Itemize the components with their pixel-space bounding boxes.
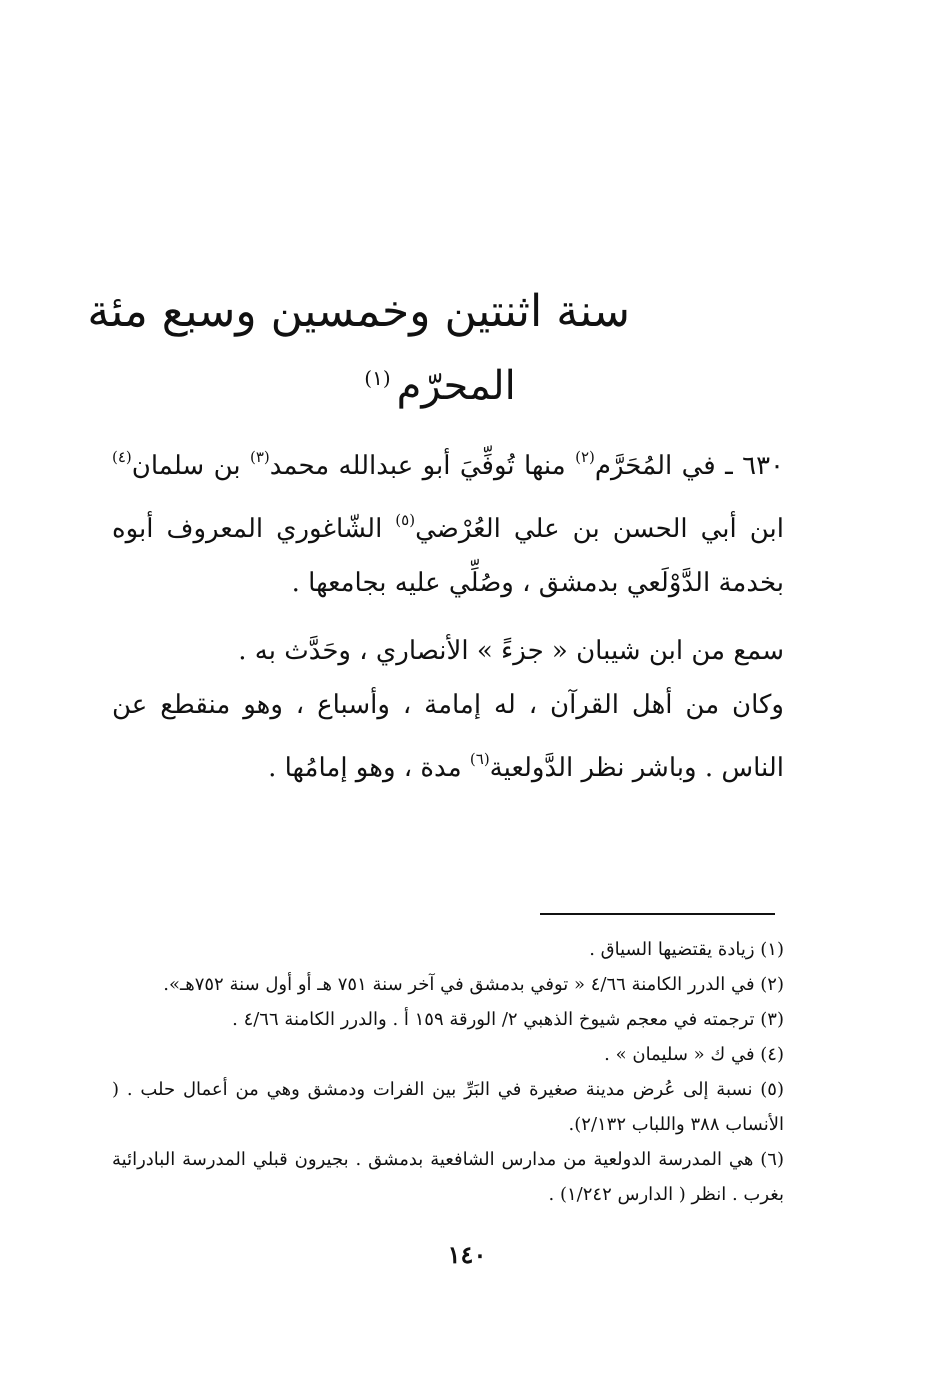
month-heading-text: المحرّم (396, 363, 516, 409)
entry-paragraph-1 (112, 430, 784, 610)
page-number: ١٤٠ (447, 1240, 487, 1269)
entry-text-1c: بن سلمان (131, 451, 250, 481)
footnote-4: (٤) في ك « سليمان » . (604, 1044, 784, 1065)
entry-paragraph-3 (112, 678, 784, 795)
footnote-1: (١) زيادة يقتضيها السياق . (589, 939, 784, 960)
footnote-3: (٣) ترجمته في معجم شيوخ الذهبي ٢/ الورقة ١٥٩ أ . والدرر الكامنة ٤/٦٦ . (232, 1009, 784, 1030)
entry-text-1: ٦٣٠ ـ في المُحَرَّم (594, 451, 785, 481)
entry-text-3a: وكان من أهل القرآن ، له إمامة ، وأسباع ، وهو منقطع عن الناس . وباشر نظر الدَّولعية (112, 690, 784, 783)
footnote-2: (٢) في الدرر الكامنة ٤/٦٦ « توفي بدمشق في آخر سنة ٧٥١ هـ أو أول سنة ٧٥٢هـ». (163, 974, 784, 995)
footnote-ref-2: (٢) (575, 448, 595, 466)
footnote-divider (540, 913, 775, 915)
footnote-6: (٦) هي المدرسة الدولعية من مدارس الشافعية بدمشق . بجيرون قبلي المدرسة البادرائية بغرب . انظر ( الدارس ١/٢٤٢) . (112, 1149, 784, 1205)
footnote-ref-4: (٤) (112, 448, 132, 466)
entry-text-2: ابن أبي الحسن بن علي العُرْضي (415, 514, 784, 544)
footnote-5: (٥) نسبة إلى عُرض مدينة صغيرة في البَرِّ بين الفرات ودمشق وهي من أعمال حلب . ( الأنساب ٣٨٨ واللباب ٢/١٣٢). (112, 1079, 784, 1135)
year-heading: سنة اثنتين وخمسين وسبع مئة (87, 286, 630, 337)
footnote-ref-1: (١) (364, 366, 391, 390)
entry-body (112, 430, 784, 795)
footnote-ref-3: (٣) (250, 448, 270, 466)
footnote-ref-6: (٦) (469, 750, 490, 768)
entry-text-1b: منها تُوفِّيَ أبو عبدالله محمد (269, 451, 576, 481)
month-heading (320, 352, 560, 412)
entry-paragraph-2: سمع من ابن شيبان « جزءً » الأنصاري ، وحَدَّث به . (238, 636, 784, 666)
entry-text-2b: الشّاغوري المعروف أبوه بخدمة الدَّوْلَعي بدمشق ، وصُلِّي عليه بجامعها . (112, 514, 784, 598)
footnotes (112, 932, 784, 1212)
entry-text-3b: مدة ، وهو إمامُها . (268, 753, 470, 783)
footnote-ref-5: (٥) (395, 511, 416, 529)
